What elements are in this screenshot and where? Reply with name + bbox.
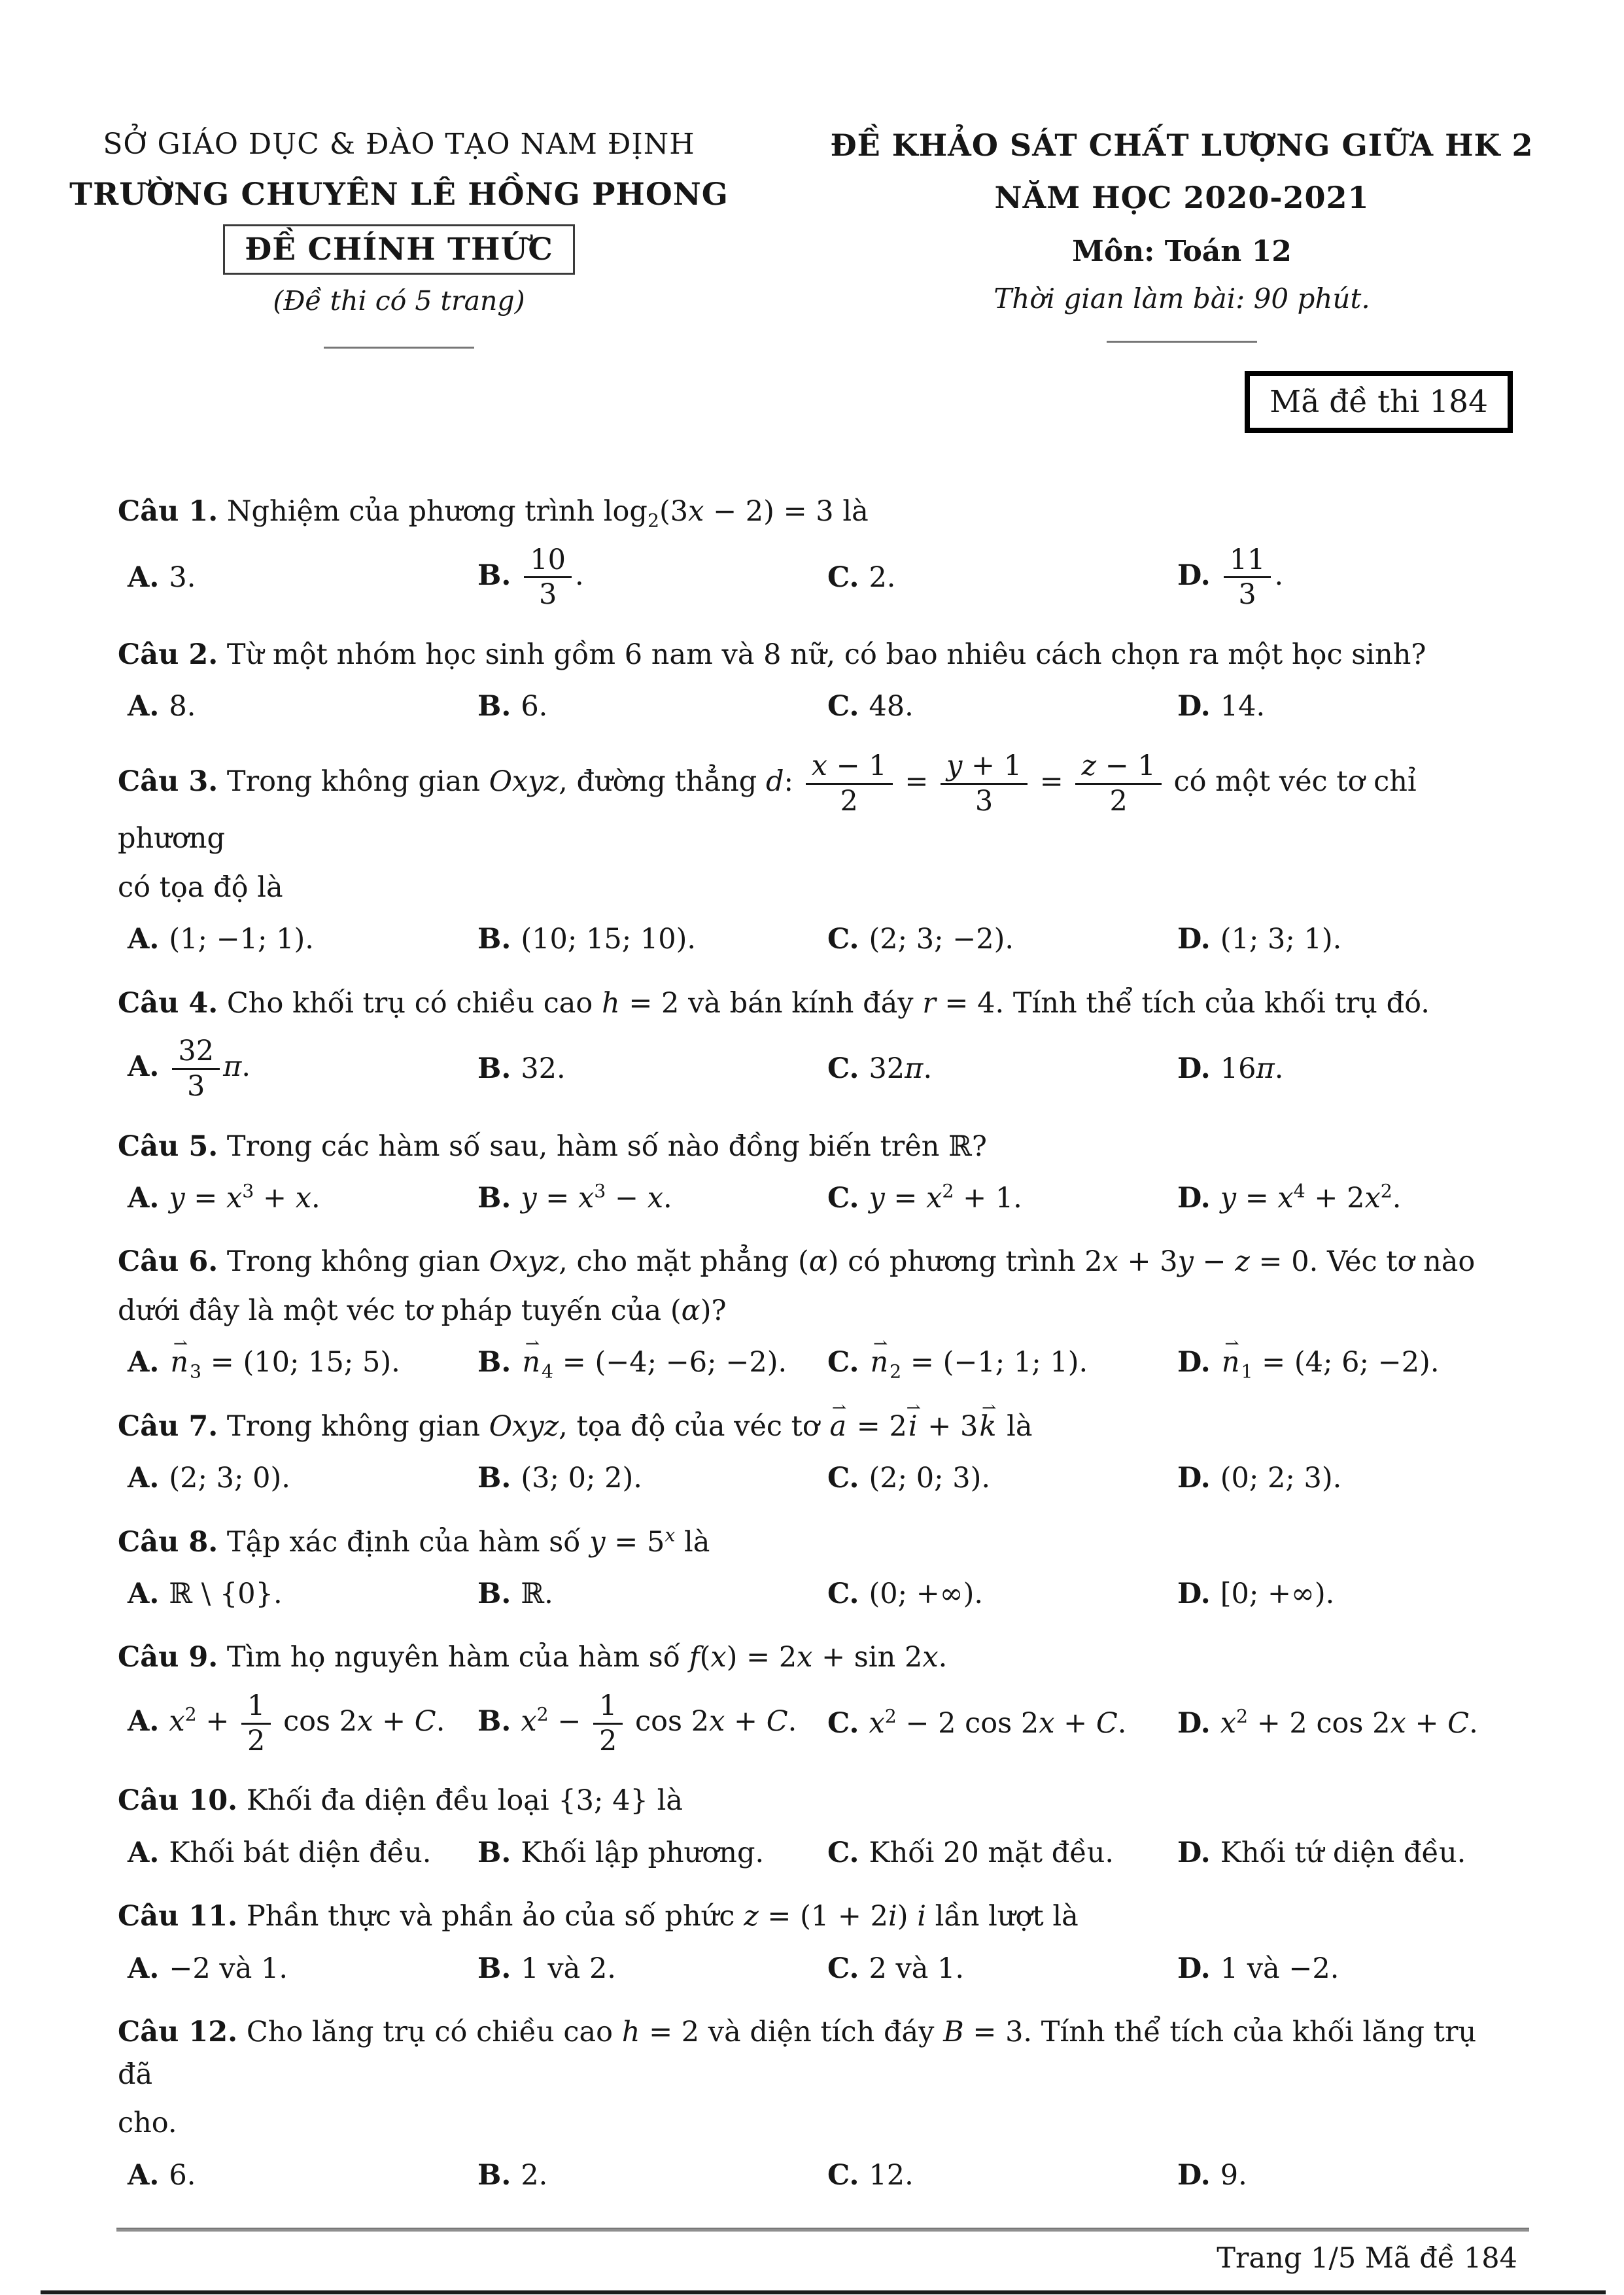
option-content: $\frac{32}{3}$ π. <box>169 1050 251 1083</box>
option-content: ℝ \ {0}. <box>169 1578 283 1611</box>
option-b <box>468 544 818 612</box>
question-number: Câu 4. <box>118 986 218 1020</box>
option-a <box>118 2155 468 2196</box>
option-d <box>1167 1703 1517 1744</box>
question-body <box>118 1895 1517 1938</box>
option-b <box>468 1948 818 1989</box>
option-content: 6. <box>521 690 548 723</box>
option-d <box>1167 686 1517 727</box>
option-label: D. <box>1177 1346 1211 1379</box>
option-d <box>1167 1948 1517 1989</box>
question-text: Nghiệm của phương trình $\log_2(3x - 2) = 3$ là <box>226 495 869 532</box>
exam-header <box>0 0 1624 349</box>
option-label: B. <box>477 1705 511 1738</box>
option-label: B. <box>477 1952 511 1985</box>
question-body <box>118 1406 1517 1448</box>
option-label: B. <box>477 1462 511 1495</box>
option-label: C. <box>827 1182 859 1215</box>
option-label: A. <box>128 923 160 956</box>
option-content: Khối tứ diện đều. <box>1220 1836 1466 1869</box>
option-content: $\frac{10}{3}$ . <box>521 559 583 592</box>
question-body <box>118 634 1517 676</box>
question-body <box>118 750 1517 860</box>
option-b <box>468 1833 818 1873</box>
question <box>118 1241 1517 1383</box>
vector-symbol: ⇀ n <box>869 1342 890 1383</box>
option-content: (2; 0; 3). <box>869 1462 991 1495</box>
option-b <box>468 1048 818 1089</box>
option-label: B. <box>477 923 511 956</box>
option-content: ⇀ $n_2 = (-1$; 1; 1). <box>869 1346 1088 1379</box>
option-content: ℝ. <box>521 1578 553 1611</box>
option-label: B. <box>477 1052 511 1086</box>
option-c <box>818 1342 1167 1383</box>
question-body <box>118 1780 1517 1822</box>
question-text: Trong không gian Oxyz, tọa độ của véc tơ ⇀ a = 2⇀ i + 3⇀ k là <box>227 1410 1033 1443</box>
option-content: $y = x^2 + 1$. <box>869 1180 1022 1215</box>
option-content: (2; 3; 0). <box>169 1462 290 1495</box>
question-number: Câu 10. <box>118 1784 238 1818</box>
option-c <box>818 919 1167 959</box>
options-row <box>118 544 1517 612</box>
option-label: D. <box>1177 1952 1211 1985</box>
option-content: 8. <box>169 690 196 723</box>
option-a <box>118 919 468 959</box>
option-a <box>118 1833 468 1873</box>
option-content: ⇀ $n_4 = (-4$; −6; −2). <box>521 1346 787 1379</box>
options-row <box>118 919 1517 959</box>
option-a <box>118 1178 468 1218</box>
option-label: D. <box>1177 2158 1211 2192</box>
option-b <box>468 2155 818 2196</box>
question-body <box>118 1521 1517 1564</box>
option-content: (2; 3; −2). <box>869 923 1014 956</box>
question-text-line2: cho. <box>118 2107 177 2140</box>
option-c <box>818 1048 1167 1089</box>
question <box>118 1521 1517 1615</box>
subject: Môn: Toán 12 <box>1072 235 1292 268</box>
option-d <box>1167 1458 1517 1498</box>
option-content: 1 và −2. <box>1220 1952 1339 1985</box>
option-b <box>468 1178 818 1218</box>
option-label: C. <box>827 2158 859 2192</box>
option-content: ⇀ $n_3 = (10$; 15; 5). <box>169 1346 400 1379</box>
option-label: A. <box>128 2158 160 2192</box>
option-content: (1; −1; 1). <box>169 923 314 956</box>
exam-code-box: Mã đề thi 184 <box>1245 371 1513 433</box>
option-c <box>818 1703 1167 1744</box>
option-d <box>1167 1178 1517 1218</box>
question-list <box>0 491 1624 2196</box>
option-content: 3. <box>169 561 196 594</box>
option-a <box>118 686 468 727</box>
option-content: Khối 20 mặt đều. <box>869 1836 1114 1869</box>
option-content: Khối bát diện đều. <box>169 1836 432 1869</box>
option-label: C. <box>827 561 859 594</box>
option-d <box>1167 1574 1517 1614</box>
option-content: 2. <box>869 561 896 594</box>
question-text: Trong không gian Oxyz, đường thẳng d: $\frac{x - 1}{2}$ = $\frac{y + 1}{3}$ = $\frac{z - 1}{2}$ có một véc tơ chỉ phương <box>118 749 1417 855</box>
duration-note: Thời gian làm bài: 90 phút. <box>993 283 1370 315</box>
footer-divider <box>116 2228 1529 2232</box>
option-content: $x^2$ − $\frac{1}{2}$ cos 2x + C. <box>521 1689 797 1757</box>
option-c <box>818 1574 1167 1614</box>
question-text: Khối đa diện đều loại {3; 4} là <box>246 1784 683 1818</box>
question <box>118 1636 1517 1757</box>
page-count-note: (Đề thi có 5 trang) <box>273 285 525 317</box>
option-b <box>468 686 818 727</box>
department-name: SỞ GIÁO DỤC & ĐÀO TẠO NAM ĐỊNH <box>103 128 695 161</box>
option-b <box>468 1458 818 1498</box>
option-label: A. <box>128 1952 160 1985</box>
option-content: 48. <box>869 690 914 723</box>
question-text-line2: dưới đây là một véc tơ pháp tuyến của (α)? <box>118 1294 727 1327</box>
option-label: A. <box>128 1578 160 1611</box>
option-c <box>818 1178 1167 1218</box>
option-label: A. <box>128 1346 160 1379</box>
option-label: D. <box>1177 690 1211 723</box>
option-label: B. <box>477 690 511 723</box>
option-content: 16π. <box>1220 1052 1284 1086</box>
option-label: C. <box>827 1346 859 1379</box>
option-label: A. <box>128 1182 160 1215</box>
option-content: (3; 0; 2). <box>521 1462 642 1495</box>
option-label: A. <box>128 1462 160 1495</box>
question-number: Câu 2. <box>118 638 218 671</box>
option-label: A. <box>128 1050 160 1084</box>
question-text: Tập xác định của hàm số $y = 5^x$ là <box>226 1524 710 1559</box>
option-content: 32. <box>521 1052 566 1086</box>
option-c <box>818 2155 1167 2196</box>
option-label: C. <box>827 690 859 723</box>
option-content: 12. <box>869 2158 914 2192</box>
option-label: A. <box>128 1836 160 1869</box>
option-content: $x^2 + 2$ cos 2x + C. <box>1220 1705 1478 1740</box>
options-row <box>118 1458 1517 1498</box>
option-d <box>1167 544 1517 612</box>
question-text: Từ một nhóm học sinh gồm 6 nam và 8 nữ, có bao nhiêu cách chọn ra một học sinh? <box>226 638 1426 671</box>
header-right-divider <box>1107 341 1257 343</box>
question-text: Phần thực và phần ảo của số phức z = (1 + 2i) i lần lượt là <box>246 1900 1079 1933</box>
option-content: 32π. <box>869 1052 933 1086</box>
vector-symbol: ⇀ a <box>828 1406 848 1448</box>
question-number: Câu 12. <box>118 2016 238 2049</box>
question-body <box>118 491 1517 533</box>
question-number: Câu 11. <box>118 1900 238 1933</box>
option-a <box>118 1458 468 1498</box>
question <box>118 491 1517 612</box>
option-a <box>118 1035 468 1103</box>
option-content: $x^2$ + $\frac{1}{2}$ cos 2x + C. <box>169 1689 445 1757</box>
option-content: 2. <box>521 2158 548 2192</box>
question-body <box>118 1126 1517 1168</box>
option-label: C. <box>827 1952 859 1985</box>
option-label: D. <box>1177 1836 1211 1869</box>
option-d <box>1167 919 1517 959</box>
vector-symbol: ⇀ n <box>521 1342 542 1383</box>
option-a <box>118 1689 468 1757</box>
option-label: C. <box>827 1462 859 1495</box>
option-label: C. <box>827 1707 859 1740</box>
option-d <box>1167 1833 1517 1873</box>
option-b <box>468 1574 818 1614</box>
option-content: (0; 2; 3). <box>1220 1462 1342 1495</box>
fraction: $\frac{y + 1}{3}$ <box>941 750 1028 818</box>
option-content: [0; +∞). <box>1220 1578 1335 1611</box>
option-label: C. <box>827 1052 859 1086</box>
option-label: B. <box>477 559 511 592</box>
question <box>118 2011 1517 2196</box>
option-content: $y = x^4 + 2x^2$. <box>1220 1180 1402 1215</box>
question-number: Câu 1. <box>118 495 218 528</box>
option-label: B. <box>477 1182 511 1215</box>
option-c <box>818 557 1167 598</box>
question <box>118 1895 1517 1989</box>
vector-symbol: ⇀ k <box>978 1406 997 1448</box>
scan-edge-artifact <box>41 2290 1606 2294</box>
fraction: $\frac{32}{3}$ <box>172 1035 220 1103</box>
option-label: B. <box>477 1836 511 1869</box>
question-number: Câu 9. <box>118 1641 218 1674</box>
question <box>118 750 1517 960</box>
option-b <box>468 1689 818 1757</box>
question <box>118 1780 1517 1873</box>
fraction: $\frac{x - 1}{2}$ <box>806 750 893 818</box>
option-b <box>468 1342 818 1383</box>
fraction: $\frac{10}{3}$ <box>524 544 572 612</box>
question-text: Trong không gian Oxyz, cho mặt phẳng (α) có phương trình 2x + 3y − z = 0. Véc tơ nào <box>226 1245 1476 1279</box>
option-label: A. <box>128 690 160 723</box>
option-content: Khối lập phương. <box>521 1836 765 1869</box>
options-row <box>118 2155 1517 2196</box>
question <box>118 1126 1517 1219</box>
options-row <box>118 1689 1517 1757</box>
fraction: $\frac{1}{2}$ <box>241 1689 271 1757</box>
header-left-divider <box>324 347 474 349</box>
option-label: B. <box>477 1346 511 1379</box>
options-row <box>118 1574 1517 1614</box>
option-label: D. <box>1177 923 1211 956</box>
header-right-column <box>822 128 1542 349</box>
question-body <box>118 1636 1517 1679</box>
question-number: Câu 8. <box>118 1525 218 1559</box>
question-body <box>118 982 1517 1025</box>
question <box>118 982 1517 1103</box>
header-left-column <box>56 128 742 349</box>
options-row <box>118 1342 1517 1383</box>
option-a <box>118 1948 468 1989</box>
option-c <box>818 1948 1167 1989</box>
option-label: A. <box>128 561 160 594</box>
fraction: $\frac{11}{3}$ <box>1224 544 1271 612</box>
vector-symbol: ⇀ i <box>907 1406 919 1448</box>
option-label: D. <box>1177 1707 1211 1740</box>
option-content: −2 và 1. <box>169 1952 288 1985</box>
option-content: $x^2 - 2$ cos 2x + C. <box>869 1705 1127 1740</box>
school-name: TRƯỜNG CHUYÊN LÊ HỒNG PHONG <box>69 177 729 213</box>
option-label: C. <box>827 923 859 956</box>
official-exam-box: ĐỀ CHÍNH THỨC <box>223 224 575 275</box>
options-row <box>118 1178 1517 1218</box>
option-d <box>1167 1048 1517 1089</box>
option-label: B. <box>477 2158 511 2192</box>
option-b <box>468 919 818 959</box>
options-row <box>118 1948 1517 1989</box>
option-label: A. <box>128 1705 160 1738</box>
option-a <box>118 557 468 598</box>
options-row <box>118 1833 1517 1873</box>
question-text: Cho lăng trụ có chiều cao h = 2 và diện tích đáy B = 3. Tính thể tích của khối lăng trụ đã <box>118 2016 1477 2091</box>
fraction: $\frac{z - 1}{2}$ <box>1075 750 1161 818</box>
option-label: C. <box>827 1836 859 1869</box>
question-text: Cho khối trụ có chiều cao h = 2 và bán kính đáy r = 4. Tính thể tích của khối trụ đó. <box>226 986 1430 1020</box>
question-number: Câu 7. <box>118 1409 218 1443</box>
question-text: Trong các hàm số sau, hàm số nào đồng biến trên ℝ? <box>226 1130 987 1163</box>
option-label: C. <box>827 1578 859 1611</box>
question <box>118 1406 1517 1499</box>
option-content: (1; 3; 1). <box>1220 923 1342 956</box>
option-label: D. <box>1177 1052 1211 1086</box>
option-label: B. <box>477 1578 511 1611</box>
option-label: D. <box>1177 1578 1211 1611</box>
question <box>118 634 1517 727</box>
question-body <box>118 1241 1517 1283</box>
option-c <box>818 1458 1167 1498</box>
option-content: (10; 15; 10). <box>521 923 697 956</box>
option-label: D. <box>1177 1462 1211 1495</box>
vector-symbol: ⇀ n <box>1220 1342 1241 1383</box>
option-a <box>118 1574 468 1614</box>
option-label: D. <box>1177 559 1211 592</box>
school-year: NĂM HỌC 2020-2021 <box>994 180 1370 215</box>
question-body <box>118 2011 1517 2096</box>
option-content: $\frac{11}{3}$ . <box>1220 559 1283 592</box>
option-content: $y = x^3 + x$. <box>169 1180 320 1215</box>
option-content: 6. <box>169 2158 196 2192</box>
question-number: Câu 3. <box>118 765 218 799</box>
option-content: 1 và 2. <box>521 1952 616 1985</box>
options-row <box>118 1035 1517 1103</box>
option-content: 14. <box>1220 690 1266 723</box>
option-d <box>1167 2155 1517 2196</box>
option-content: 2 và 1. <box>869 1952 965 1985</box>
option-content: 9. <box>1220 2158 1247 2192</box>
question-text: Tìm họ nguyên hàm của hàm số f(x) = 2x + sin 2x. <box>226 1641 948 1674</box>
option-d <box>1167 1342 1517 1383</box>
exam-title: ĐỀ KHẢO SÁT CHẤT LƯỢNG GIỮA HK 2 <box>830 128 1534 163</box>
option-c <box>818 686 1167 727</box>
page-footer: Trang 1/5 Mã đề 184 <box>1217 2242 1517 2275</box>
question-number: Câu 6. <box>118 1245 218 1279</box>
question-number: Câu 5. <box>118 1130 218 1163</box>
exam-code-row <box>0 371 1624 433</box>
option-content: (0; +∞). <box>869 1578 984 1611</box>
option-content: ⇀ $n_1 = (4$; 6; −2). <box>1220 1346 1440 1379</box>
option-a <box>118 1342 468 1383</box>
question-text-line2: có tọa độ là <box>118 871 283 904</box>
vector-symbol: ⇀ n <box>169 1342 190 1383</box>
options-row <box>118 686 1517 727</box>
fraction: $\frac{1}{2}$ <box>593 1689 623 1757</box>
option-content: $y = x^3 - x$. <box>521 1180 672 1215</box>
option-label: D. <box>1177 1182 1211 1215</box>
option-c <box>818 1833 1167 1873</box>
